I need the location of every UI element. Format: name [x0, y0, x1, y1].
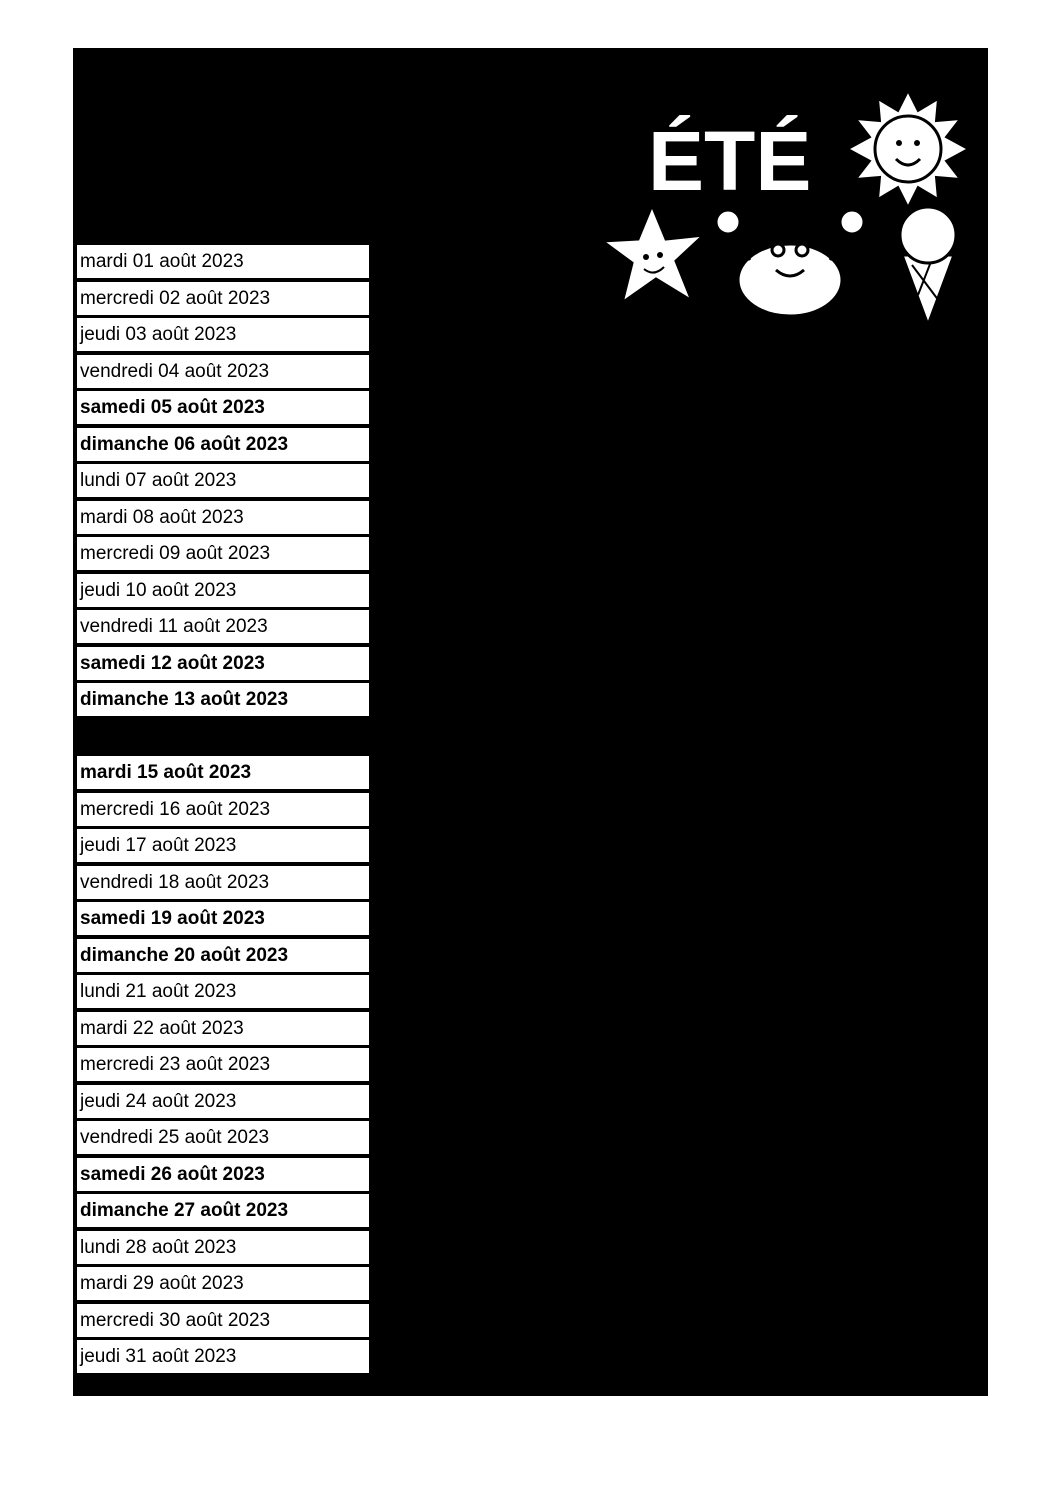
- calendar-day-row: lundi 28 août 2023: [77, 1231, 369, 1264]
- calendar-day-row: jeudi 03 août 2023: [77, 318, 369, 351]
- ice-cream-icon: [900, 207, 956, 325]
- calendar-day-row: vendredi 18 août 2023: [77, 866, 369, 899]
- calendar-day-row: jeudi 10 août 2023: [77, 574, 369, 607]
- calendar-day-row: mercredi 23 août 2023: [77, 1048, 369, 1081]
- calendar-day-row: samedi 26 août 2023: [77, 1158, 369, 1191]
- calendar-day-row: jeudi 17 août 2023: [77, 829, 369, 862]
- date-list: [77, 245, 369, 1377]
- calendar-day-row: mardi 22 août 2023: [77, 1012, 369, 1045]
- calendar-day-row: mardi 08 août 2023: [77, 501, 369, 534]
- calendar-day-row: lundi 21 août 2023: [77, 975, 369, 1008]
- starfish-icon: [602, 205, 704, 303]
- calendar-day-row: mercredi 09 août 2023: [77, 537, 369, 570]
- calendar-day-row: mardi 01 août 2023: [77, 245, 369, 278]
- calendar-day-row: samedi 05 août 2023: [77, 391, 369, 424]
- crab-icon: [716, 210, 864, 316]
- ete-lettering: [648, 114, 811, 208]
- calendar-day-row: vendredi 04 août 2023: [77, 355, 369, 388]
- calendar-day-row: samedi 19 août 2023: [77, 902, 369, 935]
- calendar-day-row: jeudi 31 août 2023: [77, 1340, 369, 1373]
- calendar-day-row: mercredi 02 août 2023: [77, 282, 369, 315]
- calendar-gap-row: [77, 720, 369, 753]
- sun-icon: [848, 91, 968, 207]
- calendar-day-row: mercredi 30 août 2023: [77, 1304, 369, 1337]
- calendar-day-row: vendredi 25 août 2023: [77, 1121, 369, 1154]
- calendar-day-row: lundi 07 août 2023: [77, 464, 369, 497]
- calendar-day-row: mercredi 16 août 2023: [77, 793, 369, 826]
- calendar-day-row: samedi 12 août 2023: [77, 647, 369, 680]
- calendar-day-row: dimanche 27 août 2023: [77, 1194, 369, 1227]
- calendar-day-row: jeudi 24 août 2023: [77, 1085, 369, 1118]
- ete-title: ÉTÉ: [648, 114, 812, 208]
- calendar-day-row: dimanche 06 août 2023: [77, 428, 369, 461]
- summer-illustration: [600, 85, 980, 335]
- calendar-day-row: mardi 15 août 2023: [77, 756, 369, 789]
- calendar-day-row: vendredi 11 août 2023: [77, 610, 369, 643]
- calendar-day-row: dimanche 13 août 2023: [77, 683, 369, 716]
- calendar-day-row: mardi 29 août 2023: [77, 1267, 369, 1300]
- calendar-day-row: dimanche 20 août 2023: [77, 939, 369, 972]
